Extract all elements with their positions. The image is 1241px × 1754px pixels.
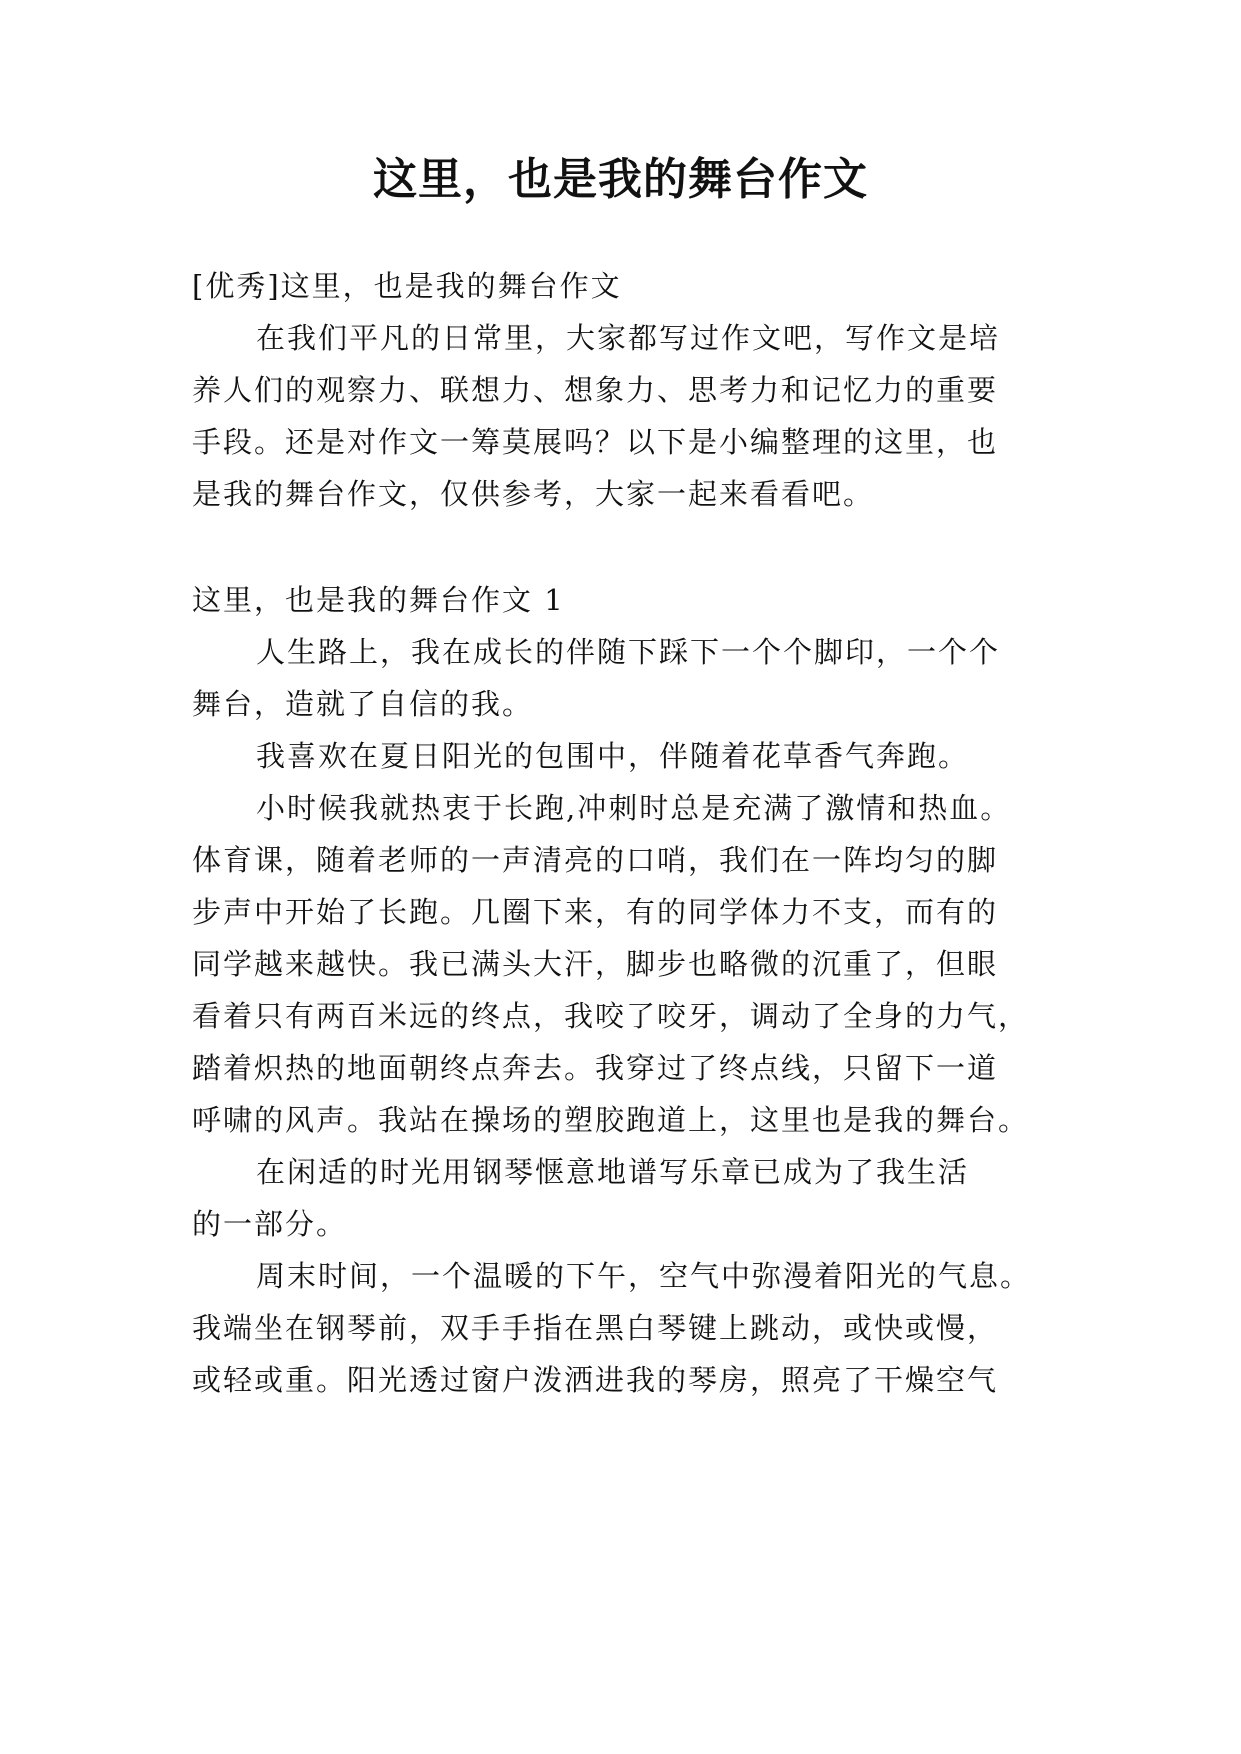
text-line: 舞台，造就了自信的我。 [192,687,534,721]
text-line: 人生路上，我在成长的伴随下踩下一个个脚印，一个个 [256,635,1001,669]
text-line: 在闲适的时光用钢琴惬意地谱写乐章已成为了我生活 [256,1155,970,1189]
text-line: 小时候我就热衷于长跑,冲刺时总是充满了激情和热血。 [256,791,1012,825]
text-line: 我喜欢在夏日阳光的包围中，伴随着花草香气奔跑。 [256,739,970,773]
text-line: 体育课，随着老师的一声清亮的口哨，我们在一阵均匀的脚 [192,843,999,877]
text-line: 同学越来越快。我已满头大汗，脚步也略微的沉重了，但眼 [192,947,999,981]
section-heading: 这里，也是我的舞台作文 1 [192,583,565,617]
text-line: 养人们的观察力、联想力、想象力、思考力和记忆力的重要 [192,373,999,407]
text-line: 的一部分。 [192,1207,348,1241]
document-title: 这里，也是我的舞台作文 [373,154,868,205]
subtitle-line: [优秀]这里，也是我的舞台作文 [192,269,622,303]
text-line: 步声中开始了长跑。几圈下来，有的同学体力不支，而有的 [192,895,999,929]
text-line: 是我的舞台作文，仅供参考，大家一起来看看吧。 [192,477,875,511]
text-line: 在我们平凡的日常里，大家都写过作文吧，写作文是培 [256,321,1001,355]
text-line: 或轻或重。阳光透过窗户泼洒进我的琴房，照亮了干燥空气 [192,1363,999,1397]
text-line: 周末时间，一个温暖的下午，空气中弥漫着阳光的气息。 [256,1259,1032,1293]
text-line: 看着只有两百米远的终点，我咬了咬牙，调动了全身的力气， [192,999,1030,1033]
text-line: 呼啸的风声。我站在操场的塑胶跑道上，这里也是我的舞台。 [192,1103,1030,1137]
text-line: 我端坐在钢琴前，双手手指在黑白琴键上跳动，或快或慢， [192,1311,999,1345]
text-line: 手段。还是对作文一筹莫展吗？以下是小编整理的这里，也 [192,425,999,459]
text-line: 踏着炽热的地面朝终点奔去。我穿过了终点线，只留下一道 [192,1051,999,1085]
